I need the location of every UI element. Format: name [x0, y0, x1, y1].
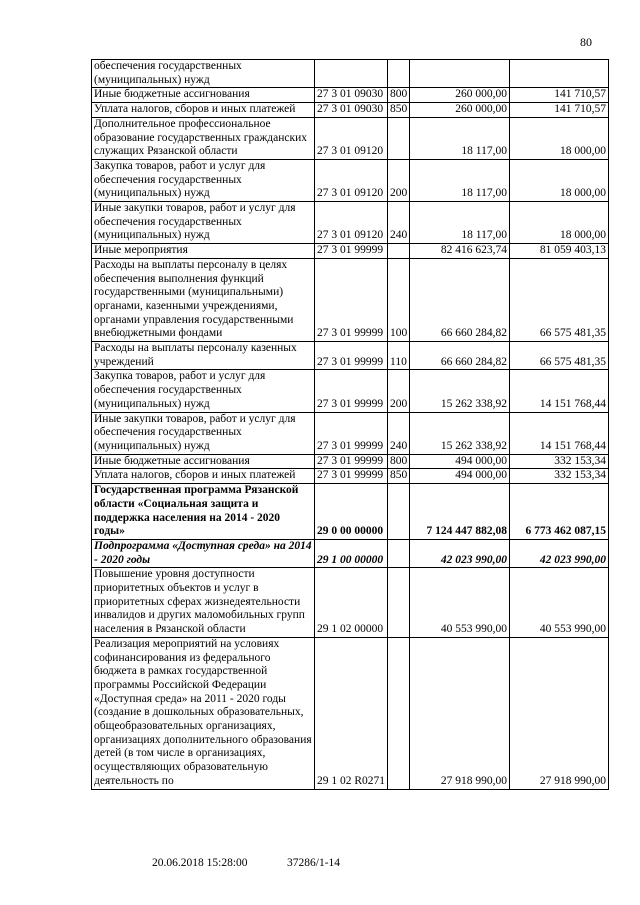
row-name: Уплата налогов, сборов и иных платежей [92, 469, 315, 484]
row-expense-type: 240 [388, 412, 410, 454]
row-value-executed [510, 60, 609, 88]
row-value-executed: 27 918 990,00 [510, 637, 609, 789]
row-code: 27 3 01 99999 [315, 454, 388, 469]
row-value-planned: 15 262 338,92 [410, 370, 510, 412]
row-expense-type: 850 [388, 469, 410, 484]
row-value-executed: 66 575 481,35 [510, 342, 609, 370]
row-value-executed: 18 000,00 [510, 117, 609, 159]
row-code [315, 60, 388, 88]
row-code: 27 3 01 99999 [315, 469, 388, 484]
table-row [92, 539, 609, 567]
row-expense-type [388, 244, 410, 259]
table-row [92, 103, 609, 118]
table-row [92, 159, 609, 201]
row-expense-type [388, 60, 410, 88]
row-code: 27 3 01 09120 [315, 202, 388, 244]
row-value-executed: 14 151 768,44 [510, 412, 609, 454]
row-value-executed: 81 059 403,13 [510, 244, 609, 259]
row-name: Повышение уровня доступности приоритетных объектов и услуг в приоритетных сферах жизнедеятельности инвалидов и других маломобильных групп населения в Рязанской области [92, 568, 315, 638]
row-value-planned: 42 023 990,00 [410, 539, 510, 567]
budget-table-body [92, 60, 609, 790]
row-name: Иные бюджетные ассигнования [92, 88, 315, 103]
row-value-executed: 6 773 462 087,15 [510, 484, 609, 540]
row-value-executed: 332 153,34 [510, 469, 609, 484]
table-row [92, 412, 609, 454]
row-expense-type [388, 484, 410, 540]
row-code: 29 1 02 00000 [315, 568, 388, 638]
row-name: Подпрограмма «Доступная среда» на 2014 - 2020 годы [92, 539, 315, 567]
row-expense-type: 240 [388, 202, 410, 244]
table-row [92, 117, 609, 159]
row-code: 29 1 00 00000 [315, 539, 388, 567]
row-code: 27 3 01 99999 [315, 244, 388, 259]
row-value-executed: 18 000,00 [510, 159, 609, 201]
row-value-planned: 66 660 284,82 [410, 258, 510, 341]
row-value-planned: 260 000,00 [410, 88, 510, 103]
row-value-planned: 494 000,00 [410, 454, 510, 469]
table-row [92, 60, 609, 88]
page-number: 80 [580, 35, 592, 49]
footer-datetime: 20.06.2018 15:28:00 [152, 857, 248, 869]
row-code: 27 3 01 99999 [315, 258, 388, 341]
row-name: Дополнительное профессиональное образование государственных гражданских служащих Рязанской области [92, 117, 315, 159]
table-row [92, 342, 609, 370]
row-expense-type: 200 [388, 370, 410, 412]
row-name: обеспечения государственных (муниципальных) нужд [92, 60, 315, 88]
row-code: 27 3 01 99999 [315, 370, 388, 412]
row-value-planned: 18 117,00 [410, 117, 510, 159]
row-code: 27 3 01 09030 [315, 88, 388, 103]
row-value-planned: 15 262 338,92 [410, 412, 510, 454]
row-value-executed: 141 710,57 [510, 103, 609, 118]
row-expense-type: 850 [388, 103, 410, 118]
row-code: 29 0 00 00000 [315, 484, 388, 540]
footer-doc-id: 37286/1-14 [287, 857, 341, 869]
table-row [92, 637, 609, 789]
row-name: Уплата налогов, сборов и иных платежей [92, 103, 315, 118]
row-value-planned: 494 000,00 [410, 469, 510, 484]
table-row [92, 454, 609, 469]
row-expense-type: 110 [388, 342, 410, 370]
row-expense-type [388, 539, 410, 567]
row-expense-type [388, 568, 410, 638]
row-name: Иные закупки товаров, работ и услуг для обеспечения государственных (муниципальных) нужд [92, 412, 315, 454]
table-row [92, 244, 609, 259]
row-name: Закупка товаров, работ и услуг для обеспечения государственных (муниципальных) нужд [92, 370, 315, 412]
row-value-planned: 260 000,00 [410, 103, 510, 118]
row-value-planned: 66 660 284,82 [410, 342, 510, 370]
row-name: Расходы на выплаты персоналу казенных учреждений [92, 342, 315, 370]
row-value-executed: 66 575 481,35 [510, 258, 609, 341]
row-name: Расходы на выплаты персоналу в целях обеспечения выполнения функций государственными (муниципальными) органами, казенными учреждениями, органами управления государственными внебюджетными фондами [92, 258, 315, 341]
row-code: 27 3 01 09030 [315, 103, 388, 118]
table-row [92, 469, 609, 484]
row-expense-type [388, 637, 410, 789]
row-expense-type: 200 [388, 159, 410, 201]
row-code: 27 3 01 09120 [315, 159, 388, 201]
row-code: 27 3 01 09120 [315, 117, 388, 159]
row-value-executed: 18 000,00 [510, 202, 609, 244]
row-name: Иные бюджетные ассигнования [92, 454, 315, 469]
budget-table [91, 59, 609, 790]
row-expense-type [388, 117, 410, 159]
row-name: Иные закупки товаров, работ и услуг для обеспечения государственных (муниципальных) нужд [92, 202, 315, 244]
table-row [92, 258, 609, 341]
row-value-executed: 40 553 990,00 [510, 568, 609, 638]
row-value-planned: 18 117,00 [410, 202, 510, 244]
row-name: Государственная программа Рязанской области «Социальная защита и поддержка населения на 2014 - 2020 годы» [92, 484, 315, 540]
row-code: 29 1 02 R0271 [315, 637, 388, 789]
row-code: 27 3 01 99999 [315, 412, 388, 454]
row-value-planned: 82 416 623,74 [410, 244, 510, 259]
table-row [92, 370, 609, 412]
row-value-planned [410, 60, 510, 88]
row-value-planned: 40 553 990,00 [410, 568, 510, 638]
row-expense-type: 800 [388, 88, 410, 103]
row-expense-type: 800 [388, 454, 410, 469]
row-code: 27 3 01 99999 [315, 342, 388, 370]
row-value-planned: 27 918 990,00 [410, 637, 510, 789]
row-value-planned: 7 124 447 882,08 [410, 484, 510, 540]
row-name: Реализация мероприятий на условиях софинансирования из федерального бюджета в рамках государственной программы Российской Федерации «Доступная среда» на 2011 - 2020 годы (создание в дошкольных образовательных, общеобразовательных организациях, организациях дополнительного образования детей (в том числе в организациях, осуществляющих образовательную деятельность по [92, 637, 315, 789]
row-value-planned: 18 117,00 [410, 159, 510, 201]
row-name: Закупка товаров, работ и услуг для обеспечения государственных (муниципальных) нужд [92, 159, 315, 201]
row-name: Иные мероприятия [92, 244, 315, 259]
row-value-executed: 332 153,34 [510, 454, 609, 469]
row-expense-type: 100 [388, 258, 410, 341]
table-row [92, 484, 609, 540]
row-value-executed: 14 151 768,44 [510, 370, 609, 412]
row-value-executed: 141 710,57 [510, 88, 609, 103]
table-row [92, 568, 609, 638]
table-row [92, 88, 609, 103]
row-value-executed: 42 023 990,00 [510, 539, 609, 567]
table-row [92, 202, 609, 244]
